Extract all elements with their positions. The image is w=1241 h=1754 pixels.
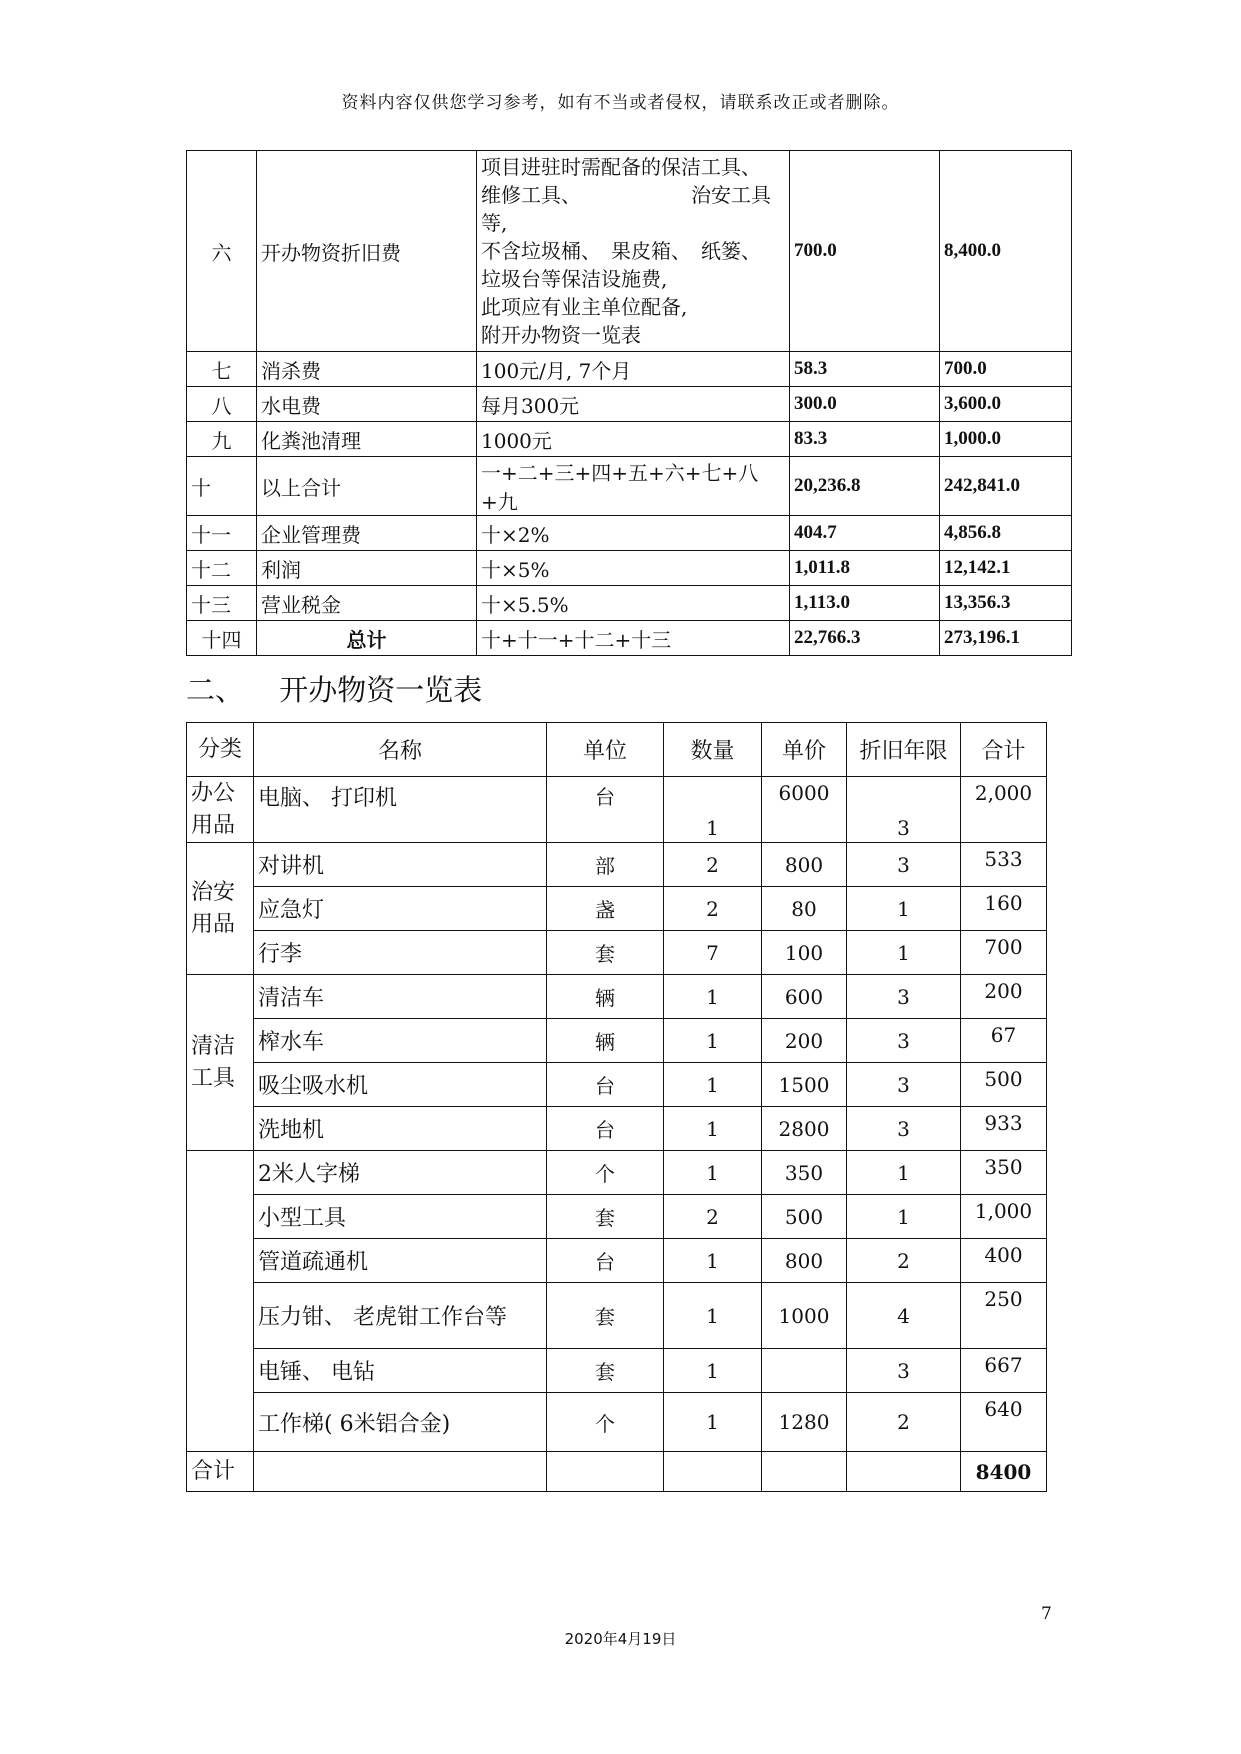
row-monthly-amount: 22,766.3	[790, 621, 940, 656]
row-item: 开办物资折旧费	[257, 151, 477, 352]
table-row	[187, 1195, 1047, 1239]
footer-date: 2020年4月19日	[564, 1630, 677, 1648]
item-total: 67	[961, 1019, 1047, 1063]
item-name: 清洁车	[254, 975, 547, 1019]
footer-empty-cell	[547, 1452, 664, 1492]
row-item: 水电费	[257, 387, 477, 422]
item-quantity: 1	[664, 1239, 762, 1283]
item-unit: 套	[547, 931, 664, 975]
item-name: 对讲机	[254, 843, 547, 887]
table-row	[187, 843, 1047, 887]
description-line: 不含垃圾桶、 果皮箱、 纸篓、	[481, 239, 761, 263]
row-item: 消杀费	[257, 352, 477, 387]
item-name: 行李	[254, 931, 547, 975]
item-quantity: 1	[664, 1063, 762, 1107]
row-item: 化粪池清理	[257, 422, 477, 457]
item-price: 100	[762, 931, 847, 975]
row-item: 以上合计	[257, 457, 477, 516]
item-name: 压力钳、 老虎钳工作台等	[254, 1283, 547, 1349]
item-total: 640	[961, 1393, 1047, 1452]
item-quantity: 2	[664, 843, 762, 887]
item-quantity: 1	[664, 1107, 762, 1151]
item-price: 1000	[762, 1283, 847, 1349]
item-price: 80	[762, 887, 847, 931]
item-years: 2	[847, 1393, 961, 1452]
item-price: 800	[762, 1239, 847, 1283]
row-description: 1000元	[477, 422, 790, 457]
row-item: 营业税金	[257, 586, 477, 621]
row-description	[477, 151, 790, 352]
item-price: 500	[762, 1195, 847, 1239]
row-total-amount: 13,356.3	[940, 586, 1072, 621]
item-quantity: 2	[664, 887, 762, 931]
description-line: 垃圾台等保洁设施费,	[481, 267, 668, 291]
footer-label: 合计	[187, 1452, 254, 1492]
table-row	[187, 387, 1072, 422]
item-total: 500	[961, 1063, 1047, 1107]
row-number: 十一	[187, 516, 257, 551]
item-quantity: 2	[664, 1195, 762, 1239]
table-row	[187, 457, 1072, 516]
table-row	[187, 551, 1072, 586]
row-number: 十三	[187, 586, 257, 621]
item-name: 应急灯	[254, 887, 547, 931]
item-price: 600	[762, 975, 847, 1019]
row-description: 一+二+三+四+五+六+七+八+九	[477, 457, 790, 516]
table-row	[187, 1283, 1047, 1349]
row-monthly-amount: 58.3	[790, 352, 940, 387]
row-number: 十四	[187, 621, 257, 656]
row-number: 八	[187, 387, 257, 422]
item-unit: 盏	[547, 887, 664, 931]
row-description: 十+十一+十二+十三	[477, 621, 790, 656]
category-line: 治安	[191, 879, 236, 905]
item-name: 电脑、 打印机	[254, 777, 547, 843]
description-line: 此项应有业主单位配备,	[481, 295, 688, 319]
item-total: 933	[961, 1107, 1047, 1151]
table-row	[187, 151, 1072, 352]
item-name: 管道疏通机	[254, 1239, 547, 1283]
item-price: 350	[762, 1151, 847, 1195]
item-total: 2,000	[961, 777, 1047, 843]
footer-empty-cell	[762, 1452, 847, 1492]
item-unit: 个	[547, 1151, 664, 1195]
table-row	[187, 422, 1072, 457]
table-row	[187, 777, 1047, 843]
row-description: 十×5%	[477, 551, 790, 586]
item-price: 200	[762, 1019, 847, 1063]
item-unit: 台	[547, 1239, 664, 1283]
item-quantity: 1	[664, 1283, 762, 1349]
item-years: 3	[847, 1063, 961, 1107]
row-total-amount: 700.0	[940, 352, 1072, 387]
item-unit: 套	[547, 1195, 664, 1239]
item-name: 洗地机	[254, 1107, 547, 1151]
item-years: 3	[847, 843, 961, 887]
item-price: 2800	[762, 1107, 847, 1151]
category-line: 工具	[191, 1065, 236, 1091]
item-price: 1280	[762, 1393, 847, 1452]
item-unit: 台	[547, 777, 664, 843]
table-row	[187, 887, 1047, 931]
table-row	[187, 1107, 1047, 1151]
page-number: 7	[1041, 1604, 1052, 1624]
row-number: 七	[187, 352, 257, 387]
item-years: 1	[847, 931, 961, 975]
item-unit: 台	[547, 1107, 664, 1151]
table-header-row	[187, 723, 1047, 777]
table-row	[187, 1239, 1047, 1283]
cost-breakdown-table	[186, 150, 1072, 656]
row-number: 六	[187, 151, 257, 352]
item-years: 3	[847, 975, 961, 1019]
row-description: 十×2%	[477, 516, 790, 551]
table-row	[187, 1393, 1047, 1452]
header-depreciation-years: 折旧年限	[847, 723, 961, 777]
row-monthly-amount: 1,113.0	[790, 586, 940, 621]
table-row	[187, 516, 1072, 551]
item-total: 700	[961, 931, 1047, 975]
table-row	[187, 1151, 1047, 1195]
row-monthly-amount: 83.3	[790, 422, 940, 457]
item-total: 350	[961, 1151, 1047, 1195]
category-cleaning	[187, 975, 254, 1151]
row-total-amount: 242,841.0	[940, 457, 1072, 516]
item-years: 3	[847, 1019, 961, 1063]
item-years: 1	[847, 1151, 961, 1195]
header-total: 合计	[961, 723, 1047, 777]
item-years: 1	[847, 1195, 961, 1239]
item-quantity: 1	[664, 1393, 762, 1452]
item-unit: 辆	[547, 1019, 664, 1063]
row-item: 总计	[257, 621, 477, 656]
table-row	[187, 931, 1047, 975]
item-quantity: 1	[664, 1019, 762, 1063]
item-name: 2米人字梯	[254, 1151, 547, 1195]
category-line: 用品	[191, 812, 236, 838]
table-row	[187, 1349, 1047, 1393]
header-category: 分类	[187, 723, 254, 777]
disclaimer-header: 资料内容仅供您学习参考，如有不当或者侵权，请联系改正或者删除。	[341, 93, 900, 113]
item-price: 1500	[762, 1063, 847, 1107]
item-years: 3	[847, 777, 961, 843]
item-quantity: 1	[664, 777, 762, 843]
item-unit: 套	[547, 1349, 664, 1393]
item-years: 3	[847, 1349, 961, 1393]
category-security	[187, 843, 254, 975]
item-name: 工作梯( 6米铝合金)	[254, 1393, 547, 1452]
item-name: 榨水车	[254, 1019, 547, 1063]
category-line: 清洁	[191, 1033, 236, 1059]
description-line: 附开办物资一览表	[481, 323, 641, 347]
footer-empty-cell	[254, 1452, 547, 1492]
row-monthly-amount: 404.7	[790, 516, 940, 551]
row-monthly-amount: 700.0	[790, 151, 940, 352]
table-row	[187, 975, 1047, 1019]
row-total-amount: 4,856.8	[940, 516, 1072, 551]
header-name: 名称	[254, 723, 547, 777]
item-total: 250	[961, 1283, 1047, 1349]
item-years: 3	[847, 1107, 961, 1151]
item-unit: 套	[547, 1283, 664, 1349]
item-total: 160	[961, 887, 1047, 931]
row-item: 企业管理费	[257, 516, 477, 551]
row-number: 十二	[187, 551, 257, 586]
category-line: 用品	[191, 911, 236, 937]
item-quantity: 1	[664, 1151, 762, 1195]
row-description: 每月300元	[477, 387, 790, 422]
row-number: 十	[187, 457, 257, 516]
item-name: 小型工具	[254, 1195, 547, 1239]
item-unit: 台	[547, 1063, 664, 1107]
item-total: 200	[961, 975, 1047, 1019]
item-years: 4	[847, 1283, 961, 1349]
row-total-amount: 12,142.1	[940, 551, 1072, 586]
item-quantity: 1	[664, 1349, 762, 1393]
section-number: 二、	[186, 673, 245, 707]
category-unlabeled	[187, 1151, 254, 1452]
row-monthly-amount: 1,011.8	[790, 551, 940, 586]
table-row	[187, 621, 1072, 656]
item-years: 1	[847, 887, 961, 931]
item-years: 2	[847, 1239, 961, 1283]
row-number: 九	[187, 422, 257, 457]
description-line: 维修工具、 治安工具等,	[481, 183, 771, 235]
item-unit: 部	[547, 843, 664, 887]
table-row	[187, 352, 1072, 387]
section-heading	[186, 668, 482, 709]
item-name: 吸尘吸水机	[254, 1063, 547, 1107]
row-total-amount: 273,196.1	[940, 621, 1072, 656]
item-unit: 辆	[547, 975, 664, 1019]
item-price: 6000	[762, 777, 847, 843]
category-line: 办公	[191, 780, 236, 806]
header-quantity: 数量	[664, 723, 762, 777]
row-total-amount: 1,000.0	[940, 422, 1072, 457]
item-name: 电锤、 电钻	[254, 1349, 547, 1393]
footer-grand-total: 8400	[961, 1452, 1047, 1492]
table-footer-row	[187, 1452, 1047, 1492]
section-title: 开办物资一览表	[279, 673, 483, 707]
item-total: 1,000	[961, 1195, 1047, 1239]
item-price: 800	[762, 843, 847, 887]
item-unit: 个	[547, 1393, 664, 1452]
row-monthly-amount: 300.0	[790, 387, 940, 422]
table-row	[187, 1019, 1047, 1063]
item-total: 667	[961, 1349, 1047, 1393]
header-unit-price: 单价	[762, 723, 847, 777]
item-quantity: 1	[664, 975, 762, 1019]
category-office	[187, 777, 254, 843]
row-monthly-amount: 20,236.8	[790, 457, 940, 516]
item-price	[762, 1349, 847, 1393]
row-description: 100元/月, 7个月	[477, 352, 790, 387]
description-line: 项目进驻时需配备的保洁工具、	[481, 155, 761, 179]
table-row	[187, 1063, 1047, 1107]
item-quantity: 7	[664, 931, 762, 975]
supplies-table	[186, 722, 1047, 1492]
table-row	[187, 586, 1072, 621]
item-total: 400	[961, 1239, 1047, 1283]
row-item: 利润	[257, 551, 477, 586]
item-total: 533	[961, 843, 1047, 887]
footer-empty-cell	[847, 1452, 961, 1492]
row-description: 十×5.5%	[477, 586, 790, 621]
row-total-amount: 3,600.0	[940, 387, 1072, 422]
footer-empty-cell	[664, 1452, 762, 1492]
row-total-amount: 8,400.0	[940, 151, 1072, 352]
header-unit: 单位	[547, 723, 664, 777]
